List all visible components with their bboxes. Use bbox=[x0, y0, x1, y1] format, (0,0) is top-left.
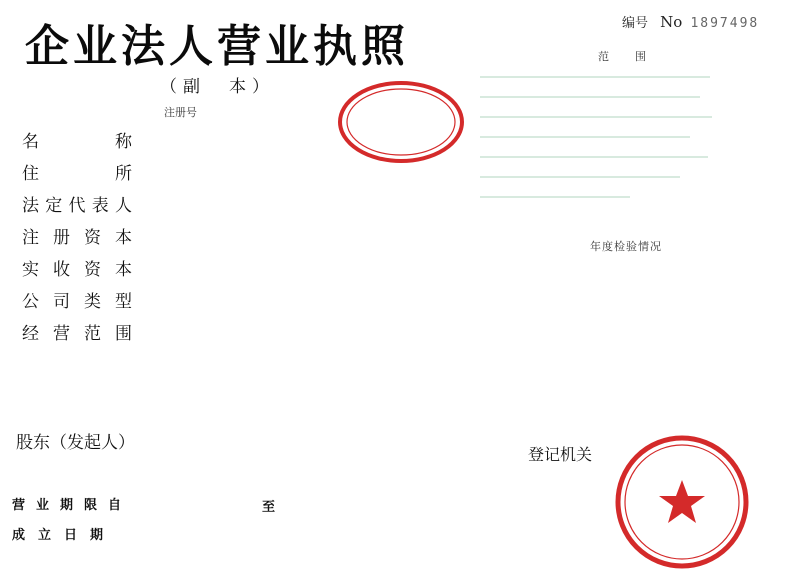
field-paid-in-capital: 实 收 资 本 bbox=[22, 260, 132, 280]
business-term-to: 至 bbox=[262, 500, 276, 515]
faint-line bbox=[480, 136, 690, 138]
serial-number bbox=[622, 12, 759, 31]
field-name: 名 称 bbox=[22, 132, 132, 152]
copy-label: （副 本） bbox=[160, 77, 275, 97]
license-title: 企业法人营业执照 bbox=[25, 21, 409, 72]
registration-authority-label: 登记机关 bbox=[528, 445, 593, 464]
field-legal-representative: 法 定 代 表 人 bbox=[22, 196, 132, 216]
faint-line bbox=[480, 76, 710, 78]
field-company-type: 公 司 类 型 bbox=[22, 292, 132, 312]
authority-seal-icon bbox=[612, 432, 752, 572]
serial-prefix: No bbox=[660, 13, 683, 31]
annual-inspection-label: 年度检验情况 bbox=[590, 240, 662, 253]
shareholders-label: 股东（发起人） bbox=[16, 433, 135, 453]
founded-date-label: 成立日期 bbox=[12, 528, 117, 543]
faint-line bbox=[480, 196, 630, 198]
field-address: 住 所 bbox=[22, 164, 132, 184]
field-registered-capital: 注 册 资 本 bbox=[22, 228, 132, 248]
company-seal-icon bbox=[336, 80, 466, 165]
faint-line bbox=[480, 176, 680, 178]
field-business-scope: 经 营 范 围 bbox=[22, 324, 132, 344]
registration-number-label: 注册号 bbox=[164, 106, 197, 119]
faint-line bbox=[480, 156, 708, 158]
serial-label: 编号 bbox=[622, 16, 649, 31]
field-labels bbox=[22, 126, 132, 350]
faint-line bbox=[480, 116, 712, 118]
business-term-label: 营业期限自 bbox=[12, 498, 133, 513]
serial-value: 1897498 bbox=[690, 16, 760, 31]
faint-line bbox=[480, 96, 700, 98]
scope-title: 范围 bbox=[598, 50, 672, 63]
